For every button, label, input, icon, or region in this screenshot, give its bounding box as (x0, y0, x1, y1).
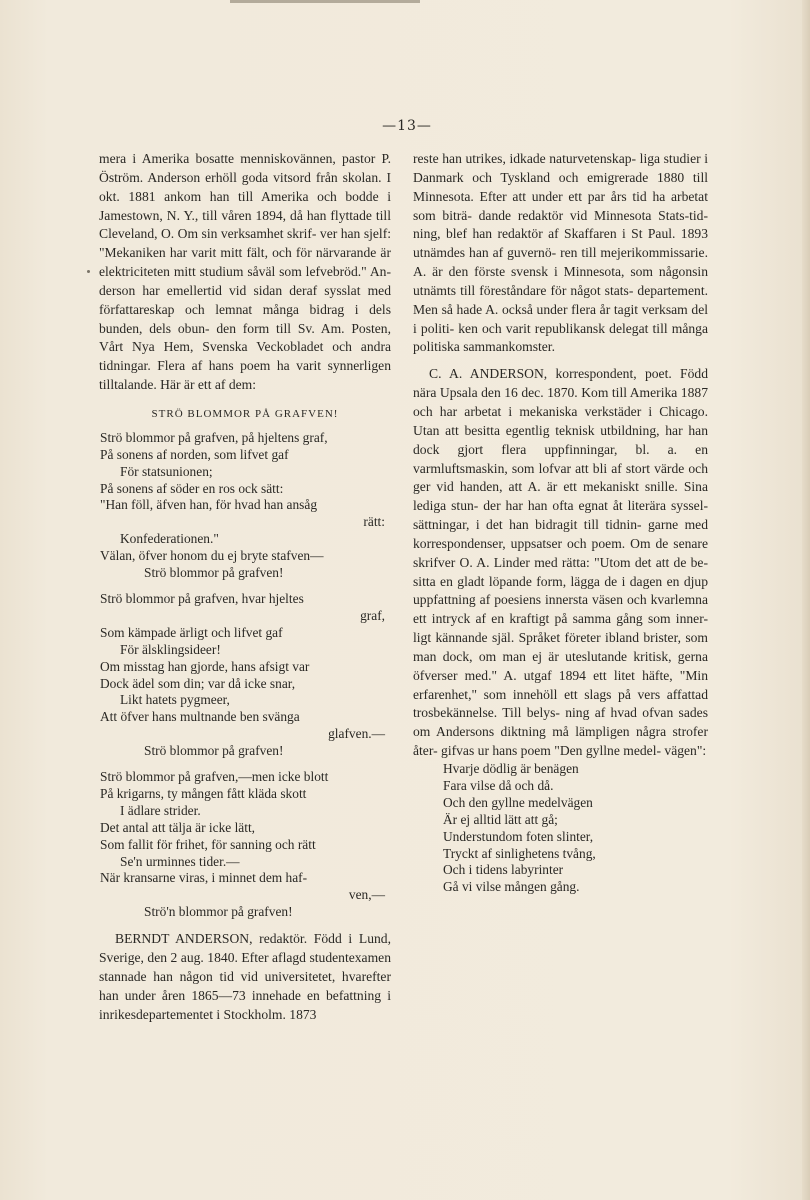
poem-line: Om misstag han gjorde, hans afsigt var (100, 658, 310, 674)
top-edge-mark (230, 0, 420, 3)
poem-line: När kransarne viras, i minnet dem haf- (100, 870, 308, 886)
poem-line: Tryckt af sinlighetens tvång, (443, 845, 596, 861)
left-paragraph-2: BERNDT ANDERSON, redaktör. Född i Lund, Sverige, den 2 aug. 1840. Efter aflagd studentexamen stannade han någon tid vid universitetet, hvarefter han under åren 1865—73 innehade en befattning i inrikesdepartementet i Stockholm. 1873 (99, 931, 391, 1022)
page-number: —13— (382, 118, 432, 134)
poem-line: Strö blommor på grafven! (144, 565, 284, 581)
poem-line: Konfederationen." (120, 531, 219, 547)
poem-line: Som kämpade ärligt och lifvet gaf (100, 624, 283, 640)
poem-line: Välan, öfver honom du ej bryte stafven— (100, 548, 324, 564)
left-column (99, 150, 391, 1024)
poem-line: glafven.— (328, 726, 385, 742)
poem-den-gyllne-medelvagen (443, 761, 708, 896)
poem-line: För statsunionen; (120, 463, 213, 479)
poem-line: Fara vilse då och då. (443, 777, 554, 793)
poem-line: Dock ädel som din; var då icke snar, (100, 675, 296, 691)
poem-line: Strö blommor på grafven, hvar hjeltes (100, 590, 304, 606)
poem-line: Strö blommor på grafven,—men icke blott (100, 769, 329, 785)
right-paragraph-1: reste han utrikes, idkade naturvetenskap- liga studier i Danmark och Tyskland och emigrerade 1880 till Minnesota. Efter att under ett par års tid ha arbetat som biträ- dande redaktör vid Minnesota Stats-tid- ning, blef han redaktör af Skaffaren i St Paul. 1893 utnämdes han af guvernö- ren till mejerikommissarie. A. är den förste svensk i Minnesota, som någonsin utnämts till föreståndare för något stats- departement. Men så hade A. också under flera år tagit verksam del i politi- ken och varit republikansk delegat till många politiska sammankomster. (413, 151, 708, 355)
poem-line: graf, (360, 607, 385, 623)
poem-line: ven,— (348, 887, 385, 903)
poem-line: Se'n urminnes tider.— (120, 853, 240, 869)
poem-line: För älsklingsideer! (120, 641, 221, 657)
poem-line: "Han föll, äfven han, för hvad han ansåg (100, 497, 318, 513)
poem-line: På sonens af söder en ros ock sätt: (100, 480, 284, 496)
right-paragraph-2: C. A. ANDERSON, korrespondent, poet. Född nära Upsala den 16 dec. 1870. Kom till Amerika 1887 och har arbetat i mekaniska verkstäder i Chicago. Utan att besitta egentlig teknisk utbildning, har han dock gjort flera uppfinningar, bl. a. en varmluftsmaskin, som lofvar att bli af stort värde och ger vid handen, att A. är ett mekaniskt snille. Sina lediga stun- der har han ofta egnat åt literära syssel- sättningar, i det han bidragit till tidnin- garne med korrespondenser, uppsatser och poem. Om de senare skrifver O. A. Linder med rätta: "Utom det att de be- sitta en gladt löpande form, lägga de i dagen en djup uppfattning af poesiens innersta väsen och kvarlemna ett intryck af en kraftigt på samma gång som inner- ligt kännande själ. Språket företer ibland brister, som man dock, om man ej är uteslutande kritisk, gerna öfverser med." A. utgaf 1894 ett litet häfte, "Min erfarenhet," som innehöll ett slags på vers affattad trosbekännelse. Till belys- ning af hvad ofvan sades om Andersons diktning må lämpligen några strofer åter- gifvas ur hans poem "Den gyllne medel- vägen": (413, 366, 708, 759)
poem-stanza-1 (100, 430, 391, 582)
poem-line: Det antal att tälja är icke lätt, (100, 819, 256, 835)
poem-stro-blommor (100, 430, 391, 921)
right-column (413, 150, 708, 896)
poem-line: I ädlare strider. (120, 802, 201, 818)
poem-line: Gå vi vilse mången gång. (443, 879, 580, 895)
poem-line: Är ej alltid lätt att gå; (443, 811, 558, 827)
poem-line: rätt: (363, 514, 385, 530)
page-edge-shadow (802, 0, 810, 1200)
poem-line: Och i tidens labyrinter (443, 862, 564, 878)
poem-line: Som fallit för frihet, för sanning och rätt (100, 836, 316, 852)
poem-stanza-3 (100, 769, 391, 921)
margin-mark (87, 270, 90, 273)
poem-line: Och den gyllne medelvägen (443, 794, 593, 810)
poem-line: Understundom foten slinter, (443, 828, 594, 844)
poem-line: På krigarns, ty mången fått kläda skott (100, 785, 307, 801)
poem-line: Likt hatets pygmeer, (120, 692, 230, 708)
poem-line: Hvarje dödlig är benägen (443, 761, 579, 776)
poem-line: På sonens af norden, som lifvet gaf (100, 446, 289, 462)
poem-line: Strö blommor på grafven, på hjeltens graf, (100, 429, 328, 445)
left-paragraph-1: mera i Amerika bosatte menniskovännen, pastor P. Öström. Anderson erhöll goda vitsord från skolan. I okt. 1881 ankom han till Amerika och bodde i Jamestown, N. Y., till våren 1894, då han flyttade till Cleveland, O. Om sin verksamhet skrif- ver han sjelf: "Mekaniken har varit mitt fält, och för närvarande är elektriciteten mitt studium såväl som lefvebröd." An- derson har emellertid vid sidan deraf sysslat med författareskap och lemnat många bidrag i dels bunden, dels obun- den form till Sv. Am. Posten, Vårt Nya Hem, Svenska Veckobladet och andra tidningar. Flera af hans poem ha varit synnerligen tilltalande. Här är ett af dem: (99, 151, 391, 393)
poem-stanza-2 (100, 591, 391, 760)
poem-line: Att öfver hans multnande ben svänga (100, 709, 300, 725)
poem-title: STRÖ BLOMMOR PÅ GRAFVEN! (151, 407, 339, 420)
poem-line: Strö'n blommor på grafven! (144, 904, 293, 920)
poem-line: Strö blommor på grafven! (144, 743, 284, 759)
